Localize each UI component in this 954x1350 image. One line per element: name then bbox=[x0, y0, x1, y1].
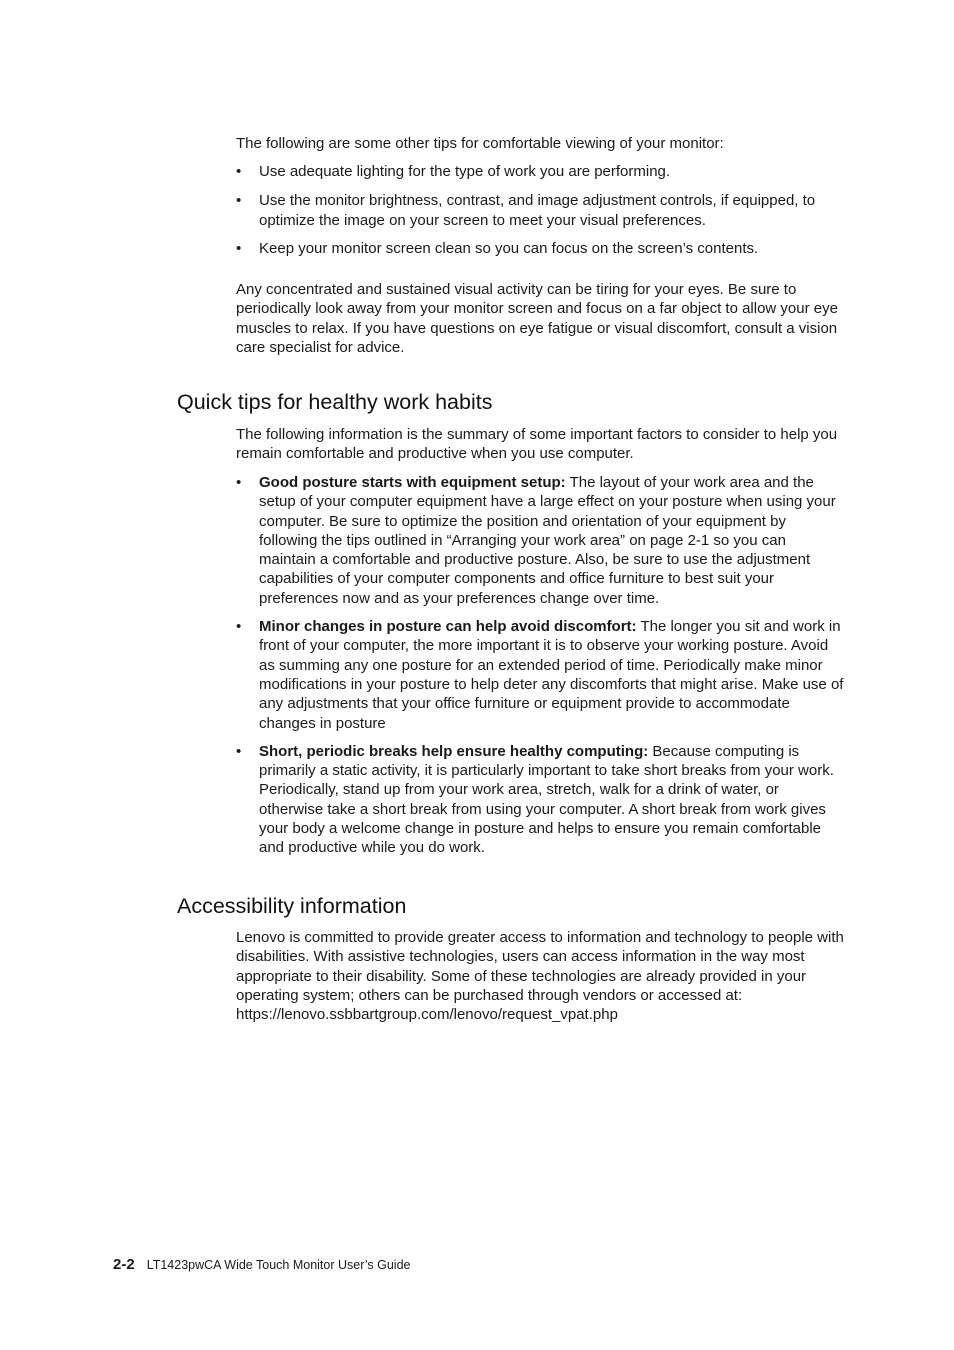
tip-text: Use the monitor brightness, contrast, and image adjustment controls, if equipped, to optimize the image on your screen to meet your visual preferences. bbox=[259, 192, 816, 229]
item-text: The longer you sit and work in front of your computer, the more important it is to observe your working posture. Avoid as summing any one posture for an extended period of time. Periodically make minor modifications in your posture to help deter any discomforts that might arise. Make use of any adjustments that your office furniture or equipment provide to accommodate changes in posture bbox=[259, 618, 844, 732]
bullet-icon: • bbox=[236, 163, 242, 180]
list-item bbox=[236, 239, 844, 258]
guide-title: LT1423pwCA Wide Touch Monitor User’s Guide bbox=[146, 1258, 411, 1272]
list-item bbox=[236, 162, 844, 181]
bullet-icon: • bbox=[236, 618, 242, 636]
tip-text: Keep your monitor screen clean so you can focus on the screen’s contents. bbox=[259, 239, 759, 257]
accessibility-text: Lenovo is committed to provide greater access to information and technology to people with disabilities. With assistive technologies, users can access information in the way most appropriate to their disability. Some of these technologies are already provided in your operating system; others can be purchased through vendors or accessed at: bbox=[236, 929, 844, 1004]
list-item bbox=[236, 617, 844, 733]
section-heading-accessibility: Accessibility information bbox=[177, 894, 407, 918]
bullet-icon: • bbox=[236, 192, 242, 210]
viewing-intro: The following are some other tips for comfortable viewing of your monitor: bbox=[236, 135, 724, 152]
list-item bbox=[236, 742, 844, 858]
bullet-icon: • bbox=[236, 474, 242, 491]
item-lead: Minor changes in posture can help avoid discomfort: bbox=[259, 618, 637, 636]
list-item bbox=[236, 191, 844, 230]
bullet-icon: • bbox=[236, 239, 242, 257]
list-item bbox=[236, 473, 844, 608]
accessibility-paragraph bbox=[236, 928, 844, 1024]
item-lead: Short, periodic breaks help ensure healthy computing: bbox=[259, 742, 649, 760]
page-number: 2-2 bbox=[113, 1256, 135, 1273]
page-footer bbox=[113, 1256, 410, 1274]
item-text: Because computing is primarily a static activity, it is particularly important to take short breaks from your work. Periodically, stand up from your work area, stretch, walk for a drink of water, or otherwise take a short break from using your computer. A short break from work gives your body a welcome change in posture and helps to ensure you remain comfortable and productive while you do work. bbox=[259, 742, 834, 857]
section-heading-habits: Quick tips for healthy work habits bbox=[177, 390, 493, 414]
habits-intro: The following information is the summary of some important factors to consider to help you remain comfortable and productive when you use computer. bbox=[236, 426, 838, 463]
accessibility-url[interactable]: https://lenovo.ssbbartgroup.com/lenovo/request_vpat.php bbox=[236, 1006, 618, 1024]
item-lead: Good posture starts with equipment setup: bbox=[259, 474, 566, 491]
eye-fatigue-paragraph: Any concentrated and sustained visual activity can be tiring for your eyes. Be sure to periodically look away from your monitor screen and focus on a far object to allow your eye muscles to relax. If you have questions on eye fatigue or visual discomfort, consult a vision care specialist for advice. bbox=[236, 281, 838, 356]
item-text: The layout of your work area and the setup of your computer equipment have a large effect on your posture when using your computer. Be sure to optimize the position and orientation of your equipment by following the tips outlined in “Arranging your work area” on page 2-1 so you can maintain a comfortable and productive posture. Also, be sure to use the adjustment capabilities of your computer components and office furniture to best suit your preferences now and as your preferences change over time. bbox=[259, 474, 836, 607]
tip-text: Use adequate lighting for the type of work you are performing. bbox=[259, 163, 671, 180]
habits-list bbox=[236, 473, 844, 858]
bullet-icon: • bbox=[236, 742, 242, 760]
viewing-tips-list bbox=[236, 162, 844, 258]
